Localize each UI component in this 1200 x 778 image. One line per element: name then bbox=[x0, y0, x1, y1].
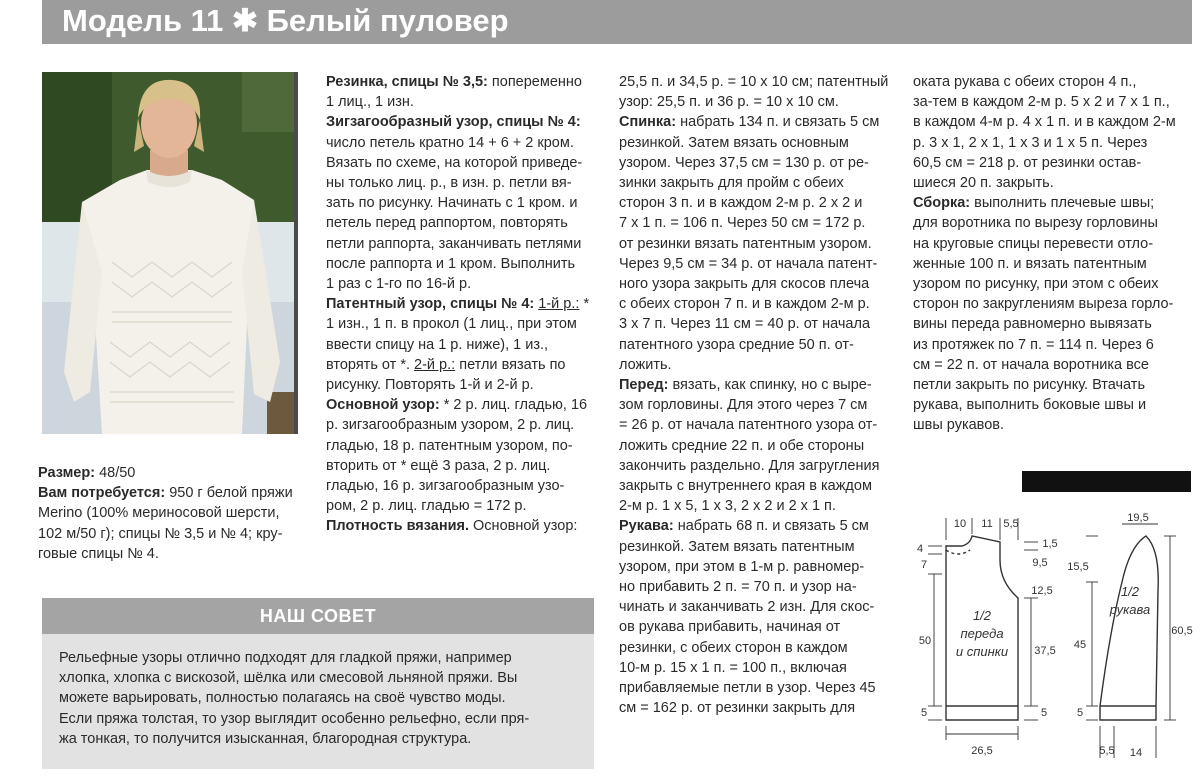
pat-line-6: рисунку. Повторять 1-й и 2-й р. bbox=[326, 377, 534, 394]
sleeve-text-1: набрать 68 п. и связать 5 см bbox=[677, 518, 869, 535]
zig-heading bbox=[326, 112, 592, 132]
back-line: патентного узора средние 50 п. от- bbox=[619, 336, 854, 353]
dim-right-a: 1,5 bbox=[1042, 538, 1058, 550]
schema-body-label-1: 1/2 bbox=[972, 608, 992, 623]
dim-sleeve-left-c: 5 bbox=[1076, 707, 1084, 719]
advice-heading: НАШ СОВЕТ bbox=[259, 606, 377, 626]
dim-left-a: 4 bbox=[916, 543, 924, 555]
back-line: 3 х 7 п. Через 11 см = 40 р. от начала bbox=[619, 316, 871, 333]
back-line-1 bbox=[619, 112, 889, 132]
zig-line: ны только лиц. р., в изн. р. петли вя- bbox=[326, 175, 572, 192]
need-line-3: 102 м/50 г); спицы № 3,5 и № 4; кру- bbox=[38, 525, 283, 542]
black-bar bbox=[1022, 471, 1191, 492]
dim-sleeve-left-a: 15,5 bbox=[1067, 561, 1089, 573]
front-text-1: вязать, как спинку, но с выре- bbox=[672, 377, 872, 394]
density-text: Основной узор: bbox=[473, 518, 578, 535]
back-line: сторон 3 п. и в каждом 2-м р. 2 х 2 и bbox=[619, 195, 863, 212]
advice-line: Если пряжа толстая, то узор выглядит особенно рельефно, если пря- bbox=[59, 710, 530, 727]
assembly-line: для воротника по вырезу горловины bbox=[913, 215, 1158, 232]
front-line: закончить раздельно. Для загругления bbox=[619, 457, 880, 474]
main-text-1: * 2 р. лиц. гладью, 16 bbox=[443, 397, 588, 414]
instructions-column-3 bbox=[913, 72, 1187, 436]
main-label: Основной узор: bbox=[326, 397, 440, 414]
pat-line: ввести спицу на 1 р. ниже), 1 из., bbox=[326, 336, 549, 353]
dim-left-b: 7 bbox=[920, 559, 928, 571]
dim-top-b: 11 bbox=[981, 518, 993, 530]
back-line: узором. Через 37,5 см = 130 р. от ре- bbox=[619, 154, 869, 171]
size-line bbox=[38, 463, 306, 483]
pat-line-1 bbox=[326, 294, 592, 314]
sleeve-cont: оката рукава с обеих сторон 4 п., bbox=[913, 74, 1137, 90]
need-line bbox=[38, 483, 306, 503]
assembly-text-1: выполнить плечевые швы; bbox=[974, 195, 1155, 212]
pat-line-4 bbox=[326, 355, 592, 375]
need-label: Вам потребуется: bbox=[38, 485, 166, 502]
rib-line-2: 1 лиц., 1 изн. bbox=[326, 94, 414, 111]
dim-sleeve-bottom-b: 14 bbox=[1129, 747, 1143, 759]
back-line: 7 х 1 п. = 106 п. Через 50 см = 172 р. bbox=[619, 215, 866, 232]
sleeve-line: 10-м р. 15 х 1 п. = 100 п., включая bbox=[619, 659, 847, 676]
dim-left-c: 50 bbox=[918, 635, 932, 647]
front-line: закрыть с внутреннего края в каждом bbox=[619, 478, 872, 495]
back-line: с обеих сторон 7 п. и в каждом 2-м р. bbox=[619, 296, 870, 313]
schema-body-label-2: переда bbox=[960, 626, 1004, 641]
advice-line: хлопка, хлопка с вискозой, шёлка или смесовой льняной пряжи. Вы bbox=[59, 670, 518, 687]
advice-header bbox=[42, 598, 594, 634]
dim-sleeve-right: 60,5 bbox=[1171, 625, 1193, 637]
sleeve-cont: р. 3 х 1, 2 х 1, 1 х 3 и 1 х 5 п. Через bbox=[913, 134, 1148, 151]
need-line-1: 950 г белой пряжи bbox=[169, 485, 293, 502]
assembly-line: из протяжек по 7 п. = 114 п. Через 6 bbox=[913, 336, 1154, 353]
assembly-line: петли закрыть по рисунку. Втачать bbox=[913, 377, 1145, 394]
main-line: гладью, 16 р. зигзагообразным узо- bbox=[326, 478, 565, 495]
dim-right-d: 37,5 bbox=[1034, 645, 1056, 657]
front-line: = 26 р. от начала патентного узора от- bbox=[619, 417, 878, 434]
dim-sleeve-top: 19,5 bbox=[1127, 512, 1149, 524]
sleeve-cont: за-тем в каждом 2-м р. 5 х 2 и 7 х 1 п., bbox=[913, 94, 1170, 111]
instructions-column-1 bbox=[326, 72, 592, 537]
density-line bbox=[326, 516, 592, 536]
main-line: р. зигзагообразным узором, 2 р. лиц. bbox=[326, 417, 575, 434]
main-line-1 bbox=[326, 395, 592, 415]
pat-line-4-text: вторять от *. bbox=[326, 356, 410, 373]
front-line: 2-м р. 1 х 5, 1 х 3, 2 х 2 и 2 х 1 п. bbox=[619, 498, 836, 515]
assembly-line: на круговые спицы перевести отло- bbox=[913, 235, 1154, 252]
pat-row2: 2-й р.: bbox=[414, 356, 456, 373]
zig-line: петель перед раппортом, повторять bbox=[326, 215, 568, 232]
sleeve-line: резинки, с обеих сторон в каждом bbox=[619, 639, 848, 656]
dim-top-a: 10 bbox=[953, 518, 967, 530]
dim-left-d: 5 bbox=[920, 707, 928, 719]
sleeve-cont: в каждом 4-м р. 4 х 1 п. и в каждом 2-м bbox=[913, 114, 1176, 131]
advice-line: Рельефные узоры отлично подходят для гладкой пряжи, например bbox=[59, 650, 512, 666]
need-line-4: говые спицы № 4. bbox=[38, 545, 159, 562]
sleeve-line: чинать и заканчивать 2 изн. Для скос- bbox=[619, 599, 875, 616]
assembly-label: Сборка: bbox=[913, 195, 971, 212]
sleeve-line: узором, при этом в 1-м р. равномер- bbox=[619, 558, 865, 575]
sleeve-cont: шиеся 20 п. закрыть. bbox=[913, 175, 1054, 192]
zig-line: число петель кратно 14 + 6 + 2 кром. bbox=[326, 134, 574, 151]
density-cont: узор: 25,5 п. и 36 р. = 10 х 10 см. bbox=[619, 94, 839, 111]
instructions-column-2 bbox=[619, 72, 889, 719]
model-photo bbox=[42, 72, 298, 434]
pat-row1: 1-й р.: bbox=[538, 296, 580, 313]
pat-l5-rest: петли вязать по bbox=[459, 356, 566, 373]
dim-right-c: 12,5 bbox=[1031, 585, 1053, 597]
title-bar bbox=[42, 0, 1192, 44]
dim-top-c: 5,5 bbox=[1003, 518, 1019, 530]
dim-bottom-width: 26,5 bbox=[971, 745, 993, 757]
main-line: гладью, 18 р. патентным узором, по- bbox=[326, 437, 573, 454]
assembly-line: швы рукавов. bbox=[913, 417, 1005, 434]
density-cont: 25,5 п. и 34,5 р. = 10 х 10 см; патентный bbox=[619, 74, 889, 90]
sleeve-line: прибавляемые петли в узор. Через 45 bbox=[619, 680, 876, 697]
front-line: ложить средние 22 п. и обе стороны bbox=[619, 437, 865, 454]
pattern-schema bbox=[908, 510, 1193, 772]
back-line: ного узора закрыть для скосов плеча bbox=[619, 276, 870, 293]
sleeve-line: ов рукава прибавить, начиная от bbox=[619, 619, 841, 636]
back-line: Через 9,5 см = 34 р. от начала патент- bbox=[619, 255, 878, 272]
rib-text-1: попеременно bbox=[491, 74, 582, 90]
back-label: Спинка: bbox=[619, 114, 677, 131]
sleeve-cont: 60,5 см = 218 р. от резинки остав- bbox=[913, 154, 1142, 171]
back-text-1: набрать 134 п. и связать 5 см bbox=[680, 114, 880, 131]
advice-line: можете варьировать, полностью полагаясь на своё чувство моды. bbox=[59, 690, 506, 707]
sleeve-line: см = 162 р. от резинки закрыть для bbox=[619, 700, 856, 717]
dim-sleeve-left-b: 45 bbox=[1073, 639, 1087, 651]
sleeve-line: резинкой. Затем вязать патентным bbox=[619, 538, 855, 555]
page-title: Модель 11 ✱ Белый пуловер bbox=[62, 3, 509, 38]
sleeve-label: Рукава: bbox=[619, 518, 674, 535]
back-line: ложить. bbox=[619, 356, 672, 373]
front-label: Перед: bbox=[619, 377, 669, 394]
schema-body-label-3: и спинки bbox=[955, 644, 1009, 659]
assembly-line-1 bbox=[913, 193, 1187, 213]
pat-line: 1 изн., 1 п. в прокол (1 лиц., при этом bbox=[326, 316, 577, 333]
dim-right-e: 5 bbox=[1040, 707, 1048, 719]
size-value: 48/50 bbox=[99, 465, 136, 481]
main-line: ром, 2 р. лиц. гладью = 172 р. bbox=[326, 498, 527, 515]
front-line-1 bbox=[619, 375, 889, 395]
back-line: от резинки вязать патентным узором. bbox=[619, 235, 872, 252]
zig-line: Вязать по схеме, на которой приведе- bbox=[326, 154, 583, 171]
model-photo-illustration bbox=[42, 72, 294, 434]
zig-line: петли раппорта, заканчивать петлями bbox=[326, 235, 582, 252]
zig-line: после раппорта и 1 кром. Выполнить bbox=[326, 255, 576, 272]
schema-sleeve-label-1: 1/2 bbox=[1120, 584, 1140, 599]
rib-line-1 bbox=[326, 72, 592, 92]
assembly-line: рукава, выполнить боковые швы и bbox=[913, 397, 1147, 414]
sleeve-line: но прибавить 2 п. = 70 п. и узор на- bbox=[619, 579, 857, 596]
advice-box bbox=[42, 598, 594, 769]
assembly-line: см = 22 п. от начала воротника все bbox=[913, 356, 1149, 373]
schema-sleeve-label-2: рукава bbox=[1109, 602, 1151, 617]
density-label: Плотность вязания. bbox=[326, 518, 469, 535]
assembly-line: сторон по закруглениям выреза горло- bbox=[913, 296, 1174, 313]
zig-label: Зигзагообразный узор, спицы № 4: bbox=[326, 114, 581, 131]
main-line: вторить от * ещё 3 раза, 2 р. лиц. bbox=[326, 457, 551, 474]
dim-right-b: 9,5 bbox=[1032, 557, 1048, 569]
pat-l1-rest: * bbox=[583, 296, 590, 313]
sleeve-line-1 bbox=[619, 516, 889, 536]
assembly-line: вины переда равномерно вывязать bbox=[913, 316, 1152, 333]
zig-line: зать по рисунку. Начинать с 1 кром. и bbox=[326, 195, 578, 212]
front-line: зом горловины. Для этого через 7 см bbox=[619, 397, 868, 414]
assembly-line: узором по рисунку, при этом с обеих bbox=[913, 276, 1159, 293]
advice-line: жа тонкая, то получится изысканная, благородная структура. bbox=[59, 730, 472, 747]
size-label: Размер: bbox=[38, 465, 96, 481]
pat-label: Патентный узор, спицы № 4: bbox=[326, 296, 535, 313]
need-line-2: Merino (100% мериносовой шерсти, bbox=[38, 505, 280, 522]
materials-block bbox=[38, 463, 306, 564]
back-line: резинкой. Затем вязать основным bbox=[619, 134, 849, 151]
back-line: зинки закрыть для пройм с обеих bbox=[619, 175, 844, 192]
assembly-line: женные 100 п. и вязать патентным bbox=[913, 255, 1147, 272]
zig-line: 1 раз с 1-го по 16-й р. bbox=[326, 276, 472, 293]
advice-text bbox=[59, 648, 579, 749]
rib-label: Резинка, спицы № 3,5: bbox=[326, 74, 488, 90]
dim-sleeve-bottom-a: 5,5 bbox=[1099, 745, 1115, 757]
